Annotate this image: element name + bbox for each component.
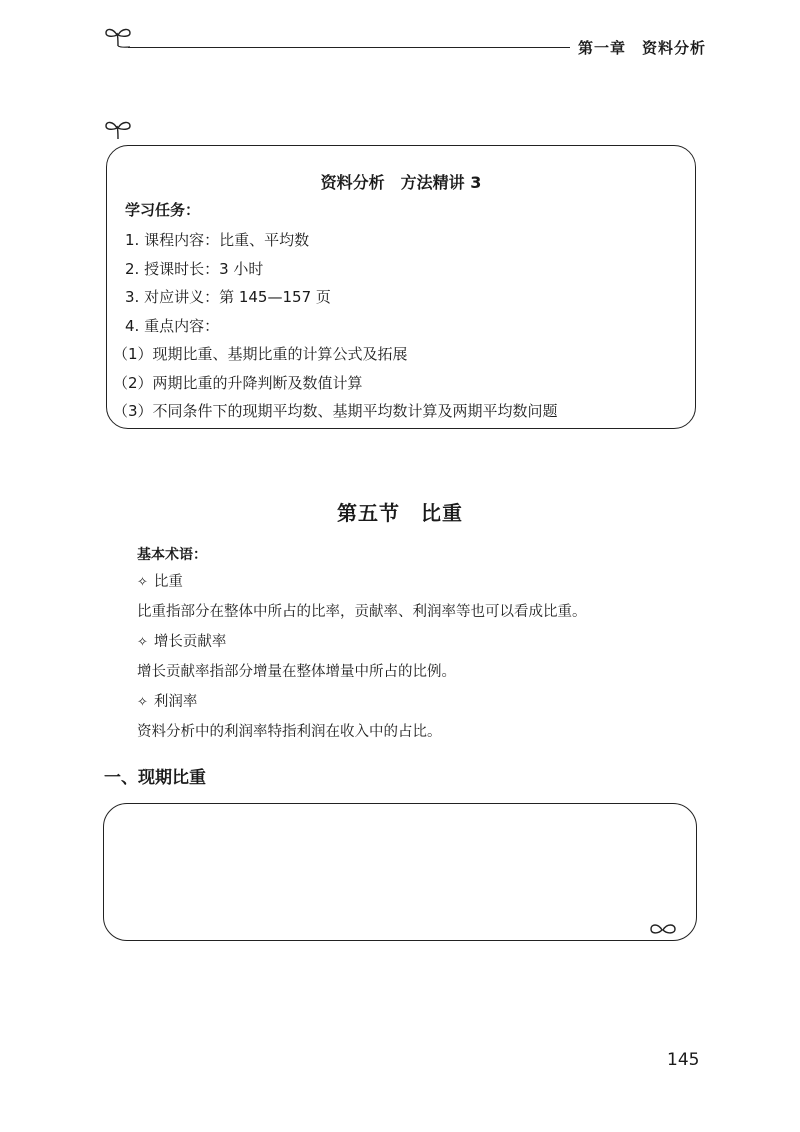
sprout-icon (650, 922, 676, 938)
term-definition: 增长贡献率指部分增量在整体增量中所占的比例。 (137, 664, 456, 680)
task-item: 3. 对应讲义：第 145—157 页 (125, 288, 331, 306)
subsection-title: 一、现期比重 (104, 768, 206, 788)
terms-list (137, 567, 587, 747)
key-point-item: （1）现期比重、基期比重的计算公式及拓展 (113, 345, 408, 363)
header-rule (128, 47, 570, 48)
sprout-icon (104, 26, 132, 48)
task-heading: 学习任务： (125, 201, 201, 219)
notes-box (103, 803, 697, 941)
term-label: 利润率 (153, 694, 198, 710)
study-task-box (106, 145, 696, 429)
section-title: 第五节 比重 (337, 501, 463, 525)
chapter-title: 第一章 资料分析 (578, 39, 707, 57)
sprout-icon (104, 118, 132, 140)
task-item: 2. 授课时长：3 小时 (125, 259, 264, 278)
terms-heading: 基本术语： (137, 547, 207, 563)
key-point-item: （2）两期比重的升降判断及数值计算 (113, 373, 363, 392)
term-name (137, 687, 587, 717)
term-name (137, 567, 587, 597)
task-item: 4. 重点内容： (125, 316, 220, 335)
term-name (137, 627, 587, 657)
page-number: 145 (667, 1050, 700, 1070)
diamond-bullet-icon: ✧ (137, 635, 148, 650)
task-item: 1. 课程内容：比重、平均数 (125, 231, 310, 249)
term-definition: 比重指部分在整体中所占的比率，贡献率、利润率等也可以看成比重。 (137, 604, 587, 620)
term-label: 比重 (153, 574, 183, 590)
task-list (113, 226, 558, 426)
term-label: 增长贡献率 (153, 634, 227, 650)
key-point-item: （3）不同条件下的现期平均数、基期平均数计算及两期平均数问题 (113, 402, 558, 420)
term-definition: 资料分析中的利润率特指利润在收入中的占比。 (137, 724, 442, 740)
diamond-bullet-icon: ✧ (137, 575, 148, 590)
study-box-title: 资料分析 方法精讲 3 (320, 173, 482, 192)
diamond-bullet-icon: ✧ (137, 695, 148, 710)
